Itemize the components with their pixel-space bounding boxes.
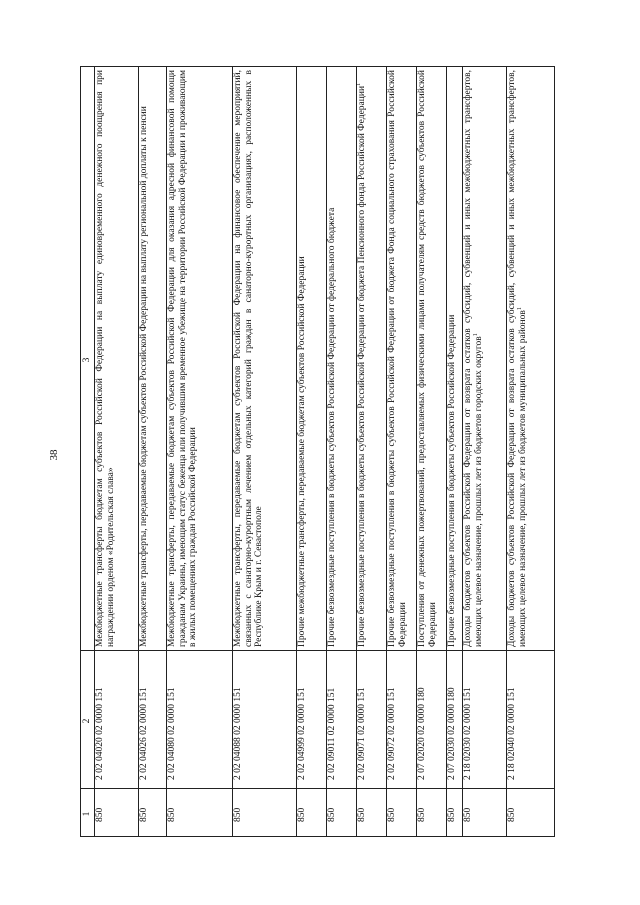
table-row (447, 67, 463, 837)
description-cell (95, 67, 139, 651)
budget-code-cell: 2 02 04080 02 0000 151 (167, 651, 233, 789)
budget-code-cell: 2 02 09011 02 0000 151 (327, 651, 357, 789)
budget-code-cell: 2 02 09072 02 0000 151 (387, 651, 417, 789)
admin-code-cell: 850 (447, 789, 463, 837)
description-cell (463, 67, 507, 651)
table-row (139, 67, 167, 837)
description-text: Доходы бюджетов субъектов Российской Федерации от возврата остатков субсидий, субвенций и иных межбюджетных трансфертов, имеющих целевое назначение, прошлых лет из бюджетов муниципальных районов (507, 70, 528, 647)
footnote-marker: 1 (516, 307, 523, 311)
admin-code-cell: 850 (387, 789, 417, 837)
admin-code-cell: 850 (95, 789, 139, 837)
header-col-2: 2 (81, 651, 95, 789)
table-row (95, 67, 139, 837)
admin-code-cell: 850 (417, 789, 447, 837)
table-row (233, 67, 297, 837)
footnote-marker: 1 (472, 333, 479, 337)
description-cell (297, 67, 327, 651)
description-cell (387, 67, 417, 651)
budget-code-cell: 2 02 04999 02 0000 151 (297, 651, 327, 789)
table-row (507, 67, 555, 837)
description-text: Межбюджетные трансферты, передаваемые бюджетам субъектов Российской Федерации для оказания адресной финансовой помощи гражданам Украины, имеющим статус беженца или получившим временное убежище на территории Российской Федерации и проживающим в жилых помещениях граждан Российской Федерации (167, 70, 199, 647)
admin-code-cell: 850 (327, 789, 357, 837)
budget-code-cell: 2 02 04020 02 0000 151 (95, 651, 139, 789)
description-cell (507, 67, 555, 651)
table-row (167, 67, 233, 837)
description-text: Межбюджетные трансферты бюджетам субъектов Российской Федерации на выплату единовременного денежного поощрения при награждении орденом «Родительская слава» (95, 70, 116, 647)
description-cell (447, 67, 463, 651)
description-cell (167, 67, 233, 651)
budget-code-cell: 2 18 02030 02 0000 151 (463, 651, 507, 789)
description-text: Межбюджетные трансферты, передаваемые бюджетам субъектов Российской Федерации на финансовое обеспечение мероприятий, связанных с санаторно-курортным лечением отдельных категорий граждан в санаторно-курортных организациях, расположенных в Республике Крым и г. Севастополе (233, 70, 265, 647)
description-text: Поступления от денежных пожертвований, предоставляемых физическими лицами получателям средств бюджетов субъектов Российской Федерации (417, 70, 438, 647)
table-row (387, 67, 417, 837)
description-text: Прочие безвозмездные поступления в бюджеты субъектов Российской Федерации (447, 314, 457, 647)
budget-code-cell: 2 02 04088 02 0000 151 (233, 651, 297, 789)
budget-classification-table (80, 66, 555, 837)
description-text: Прочие безвозмездные поступления в бюджеты субъектов Российской Федерации от федерального бюджета (327, 207, 337, 647)
budget-code-cell: 2 18 02040 02 0000 151 (507, 651, 555, 789)
table-row (297, 67, 327, 837)
header-col-1: 1 (81, 789, 95, 837)
budget-code-cell: 2 07 02020 02 0000 180 (417, 651, 447, 789)
table-row (417, 67, 447, 837)
budget-code-cell: 2 07 02030 02 0000 180 (447, 651, 463, 789)
footnote-marker: 1 (355, 82, 362, 86)
table-header-row (81, 67, 95, 837)
description-text: Прочие безвозмездные поступления в бюджеты субъектов Российской Федерации от бюджета Пенсионного фонда Российской Федерации (357, 85, 367, 647)
description-text: Межбюджетные трансферты, передаваемые бюджетам субъектов Российской Федерации на выплату региональной доплаты к пенсии (139, 106, 149, 647)
table-row (327, 67, 357, 837)
budget-code-cell: 2 02 09071 02 0000 151 (357, 651, 387, 789)
description-text: Прочие безвозмездные поступления в бюджеты субъектов Российской Федерации от бюджета Фонда социального страхования Российской Федерации (387, 70, 408, 647)
admin-code-cell: 850 (233, 789, 297, 837)
admin-code-cell: 850 (463, 789, 507, 837)
description-cell (327, 67, 357, 651)
description-cell (357, 67, 387, 651)
description-text: Доходы бюджетов субъектов Российской Федерации от возврата остатков субсидий, субвенций и иных межбюджетных трансфертов, имеющих целевое назначение, прошлых лет из бюджетов городских округов (463, 70, 484, 647)
budget-code-cell: 2 02 04026 02 0000 151 (139, 651, 167, 789)
description-cell (233, 67, 297, 651)
admin-code-cell: 850 (507, 789, 555, 837)
page-number: 38 (48, 449, 60, 461)
description-cell (139, 67, 167, 651)
header-col-3: 3 (81, 67, 95, 651)
admin-code-cell: 850 (139, 789, 167, 837)
description-text: Прочие межбюджетные трансферты, передаваемые бюджетам субъектов Российской Федерации (297, 256, 307, 647)
admin-code-cell: 850 (167, 789, 233, 837)
table-row (357, 67, 387, 837)
table-row (463, 67, 507, 837)
description-cell (417, 67, 447, 651)
rotated-page (80, 67, 554, 837)
admin-code-cell: 850 (297, 789, 327, 837)
admin-code-cell: 850 (357, 789, 387, 837)
